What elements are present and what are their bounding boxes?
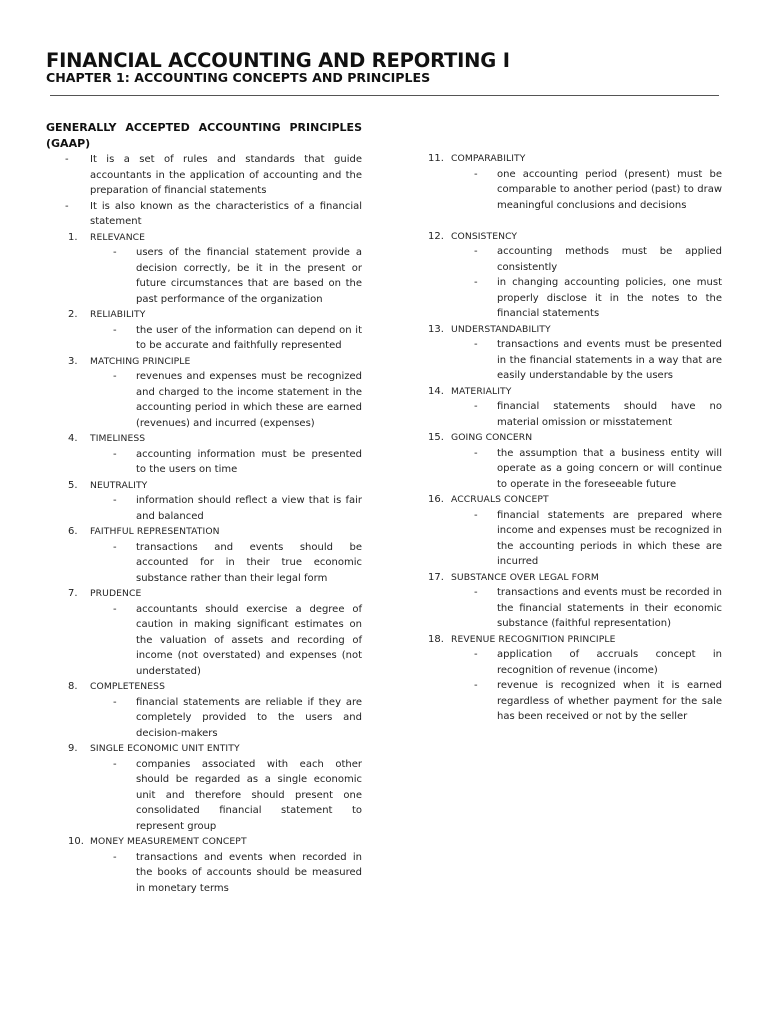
bullet-text: application of accruals concept in recognition of revenue (income)	[497, 649, 722, 676]
principle-number: 13.	[428, 323, 444, 335]
bullet-text: accountants should exercise a degree of caution in making significant estimates on the valuation of assets and recording of income (not overstated) and expenses (not understated)	[136, 603, 362, 677]
principle-title: GOING CONCERN	[451, 432, 533, 443]
principle-bullet	[428, 647, 722, 678]
principle-bullet	[46, 369, 362, 431]
bullet-text: the user of the information can depend on it to be accurate and faithfully represented	[136, 324, 362, 351]
principle-item	[428, 430, 722, 492]
principle-bullet	[46, 493, 362, 524]
intro-bullet	[46, 199, 362, 230]
principles-list-right	[428, 151, 722, 725]
principle-title: RELIABILITY	[90, 309, 146, 320]
principle-item	[46, 230, 362, 308]
dash-marker: -	[474, 401, 478, 412]
principle-bullet	[46, 245, 362, 307]
principle-number: 16.	[428, 494, 444, 505]
chapter-subtitle: CHAPTER 1: ACCOUNTING CONCEPTS AND PRINCIPLES	[46, 70, 431, 85]
intro-text: It is also known as the characteristics of a financial statement	[90, 200, 362, 227]
principle-number: 6.	[68, 526, 78, 537]
principle-item	[46, 524, 362, 586]
principle-number: 18.	[428, 633, 444, 645]
principle-bullet	[46, 540, 362, 587]
dash-marker: -	[65, 200, 69, 212]
dash-marker: -	[474, 277, 478, 288]
principle-number: 4.	[68, 433, 78, 444]
principle-number: 12.	[428, 230, 444, 242]
intro-text: It is a set of rules and standards that guide accountants in the application of accounting and the preparation of financial statements	[90, 154, 362, 196]
principle-bullet	[428, 678, 722, 725]
principle-bullet	[46, 602, 362, 680]
dash-marker: -	[113, 851, 117, 863]
principle-item	[428, 384, 722, 431]
bullet-text: financial statements should have no material omission or misstatement	[497, 401, 722, 428]
principle-bullet	[46, 323, 362, 354]
dash-marker: -	[113, 603, 117, 615]
section-heading-line1: GENERALLY ACCEPTED ACCOUNTING PRINCIPLES	[46, 121, 362, 134]
principle-item	[428, 229, 722, 322]
bullet-text: accounting methods must be applied consistently	[497, 246, 722, 273]
principle-item	[46, 431, 362, 478]
principle-title: PRUDENCE	[90, 588, 142, 599]
principle-bullet	[46, 695, 362, 742]
principle-number: 9.	[68, 743, 78, 754]
principle-bullet	[428, 167, 722, 214]
principle-number: 7.	[68, 588, 78, 599]
principle-number: 11.	[428, 153, 444, 164]
bullet-text: in changing accounting policies, one must properly disclose it in the notes to the financial statements	[497, 277, 722, 319]
dash-marker: -	[113, 371, 117, 382]
principle-item	[428, 632, 722, 725]
principle-title: COMPLETENESS	[90, 681, 165, 692]
principle-bullet	[46, 447, 362, 478]
dash-marker: -	[113, 324, 117, 336]
principle-item	[46, 354, 362, 432]
principle-number: 2.	[68, 309, 78, 320]
principle-title: ACCRUALS CONCEPT	[451, 494, 549, 505]
principle-number: 1.	[68, 231, 78, 243]
bullet-text: financial statements are prepared where income and expenses must be recognized in the accounting periods in which these are incurred	[497, 509, 722, 567]
principle-bullet	[428, 508, 722, 570]
bullet-text: accounting information must be presented to the users on time	[136, 448, 362, 475]
principle-item	[46, 679, 362, 741]
principle-number: 14.	[428, 385, 444, 397]
bullet-text: transactions and events must be presented in the financial statements in a way that are easily understandable by the users	[497, 339, 722, 381]
bullet-text: users of the financial statement provide a decision correctly, be it in the present or future circumstances that are based on the past performance of the organization	[136, 247, 362, 305]
principle-bullet	[46, 757, 362, 835]
bullet-text: companies associated with each other should be regarded as a single economic unit and therefore should present one consolidated financial statement to represent group	[136, 758, 362, 832]
principle-title: RELEVANCE	[90, 231, 146, 243]
principle-title: MATERIALITY	[451, 385, 512, 397]
intro-bullet	[46, 152, 362, 199]
principle-bullet	[428, 446, 722, 493]
principle-title: FAITHFUL REPRESENTATION	[90, 526, 220, 537]
principle-item	[428, 492, 722, 570]
section-heading-line2: (GAAP)	[46, 136, 91, 150]
right-column	[428, 120, 722, 725]
dash-marker: -	[113, 541, 117, 553]
principle-item	[428, 570, 722, 632]
dash-marker: -	[474, 447, 478, 459]
principle-title: TIMELINESS	[90, 433, 146, 444]
dash-marker: -	[474, 339, 478, 350]
bullet-text: the assumption that a business entity will operate as a going concern or will continue to operate in the foreseeable future	[497, 447, 722, 490]
dash-marker: -	[113, 696, 117, 708]
principle-bullet	[428, 275, 722, 322]
principle-title: COMPARABILITY	[451, 153, 526, 164]
dash-marker: -	[474, 246, 478, 257]
principle-number: 5.	[68, 479, 78, 491]
principle-number: 3.	[68, 355, 78, 367]
bullet-text: transactions and events when recorded in the books of accounts should be measured in monetary terms	[136, 851, 362, 894]
principle-bullet	[428, 399, 722, 430]
bullet-text: revenue is recognized when it is earned regardless of whether payment for the sale has been received or not by the seller	[497, 680, 722, 722]
principle-number: 15.	[428, 432, 444, 443]
left-column	[46, 120, 362, 896]
dash-marker: -	[474, 168, 478, 180]
dash-marker: -	[474, 680, 478, 691]
document-title: FINANCIAL ACCOUNTING AND REPORTING I	[46, 49, 510, 72]
bullet-text: financial statements are reliable if they are completely provided to the users and decision-makers	[136, 696, 362, 739]
principle-title: UNDERSTANDABILITY	[451, 323, 551, 335]
principle-title: MATCHING PRINCIPLE	[90, 355, 191, 367]
dash-marker: -	[474, 509, 478, 521]
dash-marker: -	[474, 587, 478, 598]
dash-marker: -	[113, 448, 117, 460]
principle-number: 17.	[428, 571, 444, 583]
principle-title: MONEY MEASUREMENT CONCEPT	[90, 836, 247, 847]
principle-title: REVENUE RECOGNITION PRINCIPLE	[451, 633, 616, 645]
principle-item	[46, 741, 362, 834]
dash-marker: -	[474, 649, 478, 660]
principle-title: CONSISTENCY	[451, 230, 518, 242]
principle-title: SINGLE ECONOMIC UNIT ENTITY	[90, 743, 240, 754]
bullet-text: transactions and events should be accounted for in their true economic substance rather than their legal form	[136, 541, 362, 584]
principle-item	[428, 151, 722, 213]
bullet-text: transactions and events must be recorded in the financial statements in their economic substance (faithful representation)	[497, 587, 722, 629]
dash-marker: -	[113, 495, 117, 506]
principles-list-left	[46, 230, 362, 897]
principle-title: SUBSTANCE OVER LEGAL FORM	[451, 571, 599, 583]
principle-bullet	[428, 244, 722, 275]
horizontal-divider	[50, 95, 719, 96]
principle-bullet	[46, 850, 362, 897]
principle-bullet	[428, 585, 722, 632]
section-heading	[46, 120, 362, 151]
principle-item	[46, 586, 362, 679]
principle-item	[46, 834, 362, 896]
bullet-text: revenues and expenses must be recognized and charged to the income statement in the accounting period in which these are earned (revenues) and incurred (expenses)	[136, 371, 362, 429]
dash-marker: -	[113, 247, 117, 258]
dash-marker: -	[113, 758, 117, 770]
principle-title: NEUTRALITY	[90, 479, 148, 491]
principle-number: 8.	[68, 681, 78, 692]
principle-item	[428, 322, 722, 384]
principle-item	[46, 478, 362, 525]
principle-number: 10.	[68, 836, 84, 847]
bullet-text: one accounting period (present) must be comparable to another period (past) to draw meaningful conclusions and decisions	[497, 168, 722, 211]
bullet-text: information should reflect a view that is fair and balanced	[136, 495, 362, 522]
principle-bullet	[428, 337, 722, 384]
principle-item	[46, 307, 362, 354]
dash-marker: -	[65, 154, 69, 165]
